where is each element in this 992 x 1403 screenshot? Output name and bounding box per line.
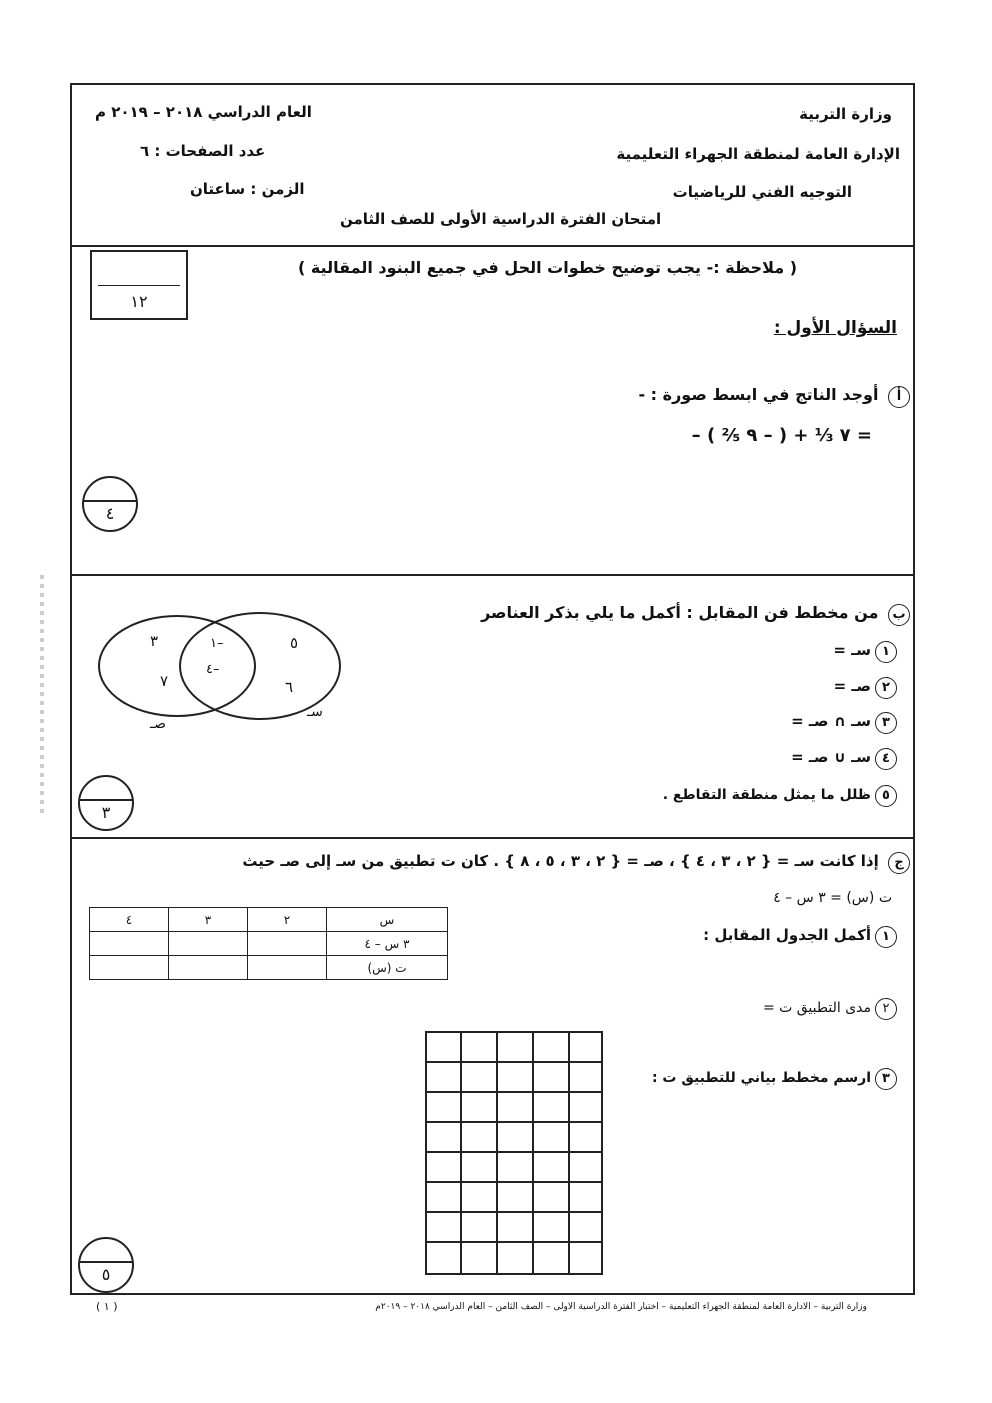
venn-diagram: [95, 605, 355, 745]
part-c-score: ٥: [101, 1265, 111, 1284]
instructions-note: ( ملاحظة :- يجب توضيح خطوات الحل في جميع البنود المقالية ): [297, 258, 797, 277]
total-score: ١٢: [130, 292, 148, 311]
supervision-name: التوجيه الفني للرياضيات: [672, 183, 852, 201]
table-cell[interactable]: [248, 932, 327, 956]
venn-intersection-elem-1: ١–: [210, 636, 224, 651]
venn-left-elem-1: ٣: [150, 632, 159, 650]
ministry-name: وزارة التربية: [799, 105, 892, 123]
table-row: [90, 908, 448, 932]
graph-grid[interactable]: [424, 1030, 606, 1278]
table-header-cell: ٣: [169, 908, 248, 932]
part-b-item-4: ٤سـ ∪ صـ =: [791, 748, 897, 770]
table-cell[interactable]: [248, 956, 327, 980]
venn-left-elem-2: ٧: [160, 672, 169, 690]
part-b-prompt: ب من مخطط فن المقابل : أكمل ما يلي بذكر العناصر: [481, 603, 910, 626]
mapping-table: [89, 907, 448, 980]
part-c-item-2: ٢مدى التطبيق ت =: [763, 998, 897, 1020]
table-cell[interactable]: [90, 932, 169, 956]
table-cell[interactable]: [90, 956, 169, 980]
venn-intersection-elem-2: ٤–: [206, 662, 220, 677]
part-b-item-5: ٥ظلل ما يمثل منطقة التقاطع .: [663, 785, 897, 807]
part-a-score: ٤: [105, 504, 115, 523]
table-row-label: ت (س): [327, 956, 448, 980]
exam-duration: الزمن : ساعتان: [190, 180, 305, 198]
part-c-item-1: ١أكمل الجدول المقابل :: [703, 926, 897, 948]
table-row: [90, 956, 448, 980]
venn-right-elem-1: ٥: [290, 634, 299, 652]
table-row-label: ٣ س – ٤: [327, 932, 448, 956]
part-b-label: ب: [888, 604, 910, 626]
part-a-expression: – ٧ ⅓ + ( – ٩ ⅖ ) =: [691, 425, 872, 446]
venn-right-elem-2: ٦: [285, 678, 294, 696]
part-c-item-3: ٣ارسم مخطط بياني للتطبيق ت :: [652, 1068, 897, 1090]
table-cell[interactable]: [169, 932, 248, 956]
part-c-rule: ت (س) = ٣ س – ٤: [773, 890, 892, 906]
footer-text: وزارة التربية – الادارة العامة لمنطقة الجهراء التعليمية – اختبار الفترة الدراسية الاولى – الصف الثامن – العام الدراسي ٢٠١٨ – ٢٠١٩م: [375, 1302, 867, 1312]
question-title: السؤال الأول :: [773, 318, 897, 338]
part-b-divider: [70, 837, 915, 839]
table-row: [90, 932, 448, 956]
venn-right-label: سـ: [307, 704, 323, 720]
table-header-cell: ٤: [90, 908, 169, 932]
part-a-prompt: أ أوجد الناتج في ابسط صورة : -: [638, 385, 910, 408]
scan-artifact: [40, 575, 44, 815]
part-a-label: أ: [888, 386, 910, 408]
part-b-score: ٣: [101, 803, 111, 822]
total-score-box: [90, 250, 188, 320]
part-c-label: ج: [888, 852, 910, 874]
part-a-score-circle: [82, 476, 138, 532]
pages-count: عدد الصفحات : ٦: [140, 142, 266, 160]
exam-title: امتحان الفترة الدراسية الأولى للصف الثامن: [340, 210, 662, 228]
table-header-cell: ٢: [248, 908, 327, 932]
part-a-divider: [70, 574, 915, 576]
part-b-item-1: ١سـ =: [833, 641, 897, 663]
part-b-item-2: ٢صـ =: [834, 677, 897, 699]
part-b-score-circle: [78, 775, 134, 831]
part-c-prompt: ج إذا كانت سـ = { ٢ ، ٣ ، ٤ } ، صـ = { ٢ ، ٣ ، ٥ ، ٨ } . كان ت تطبيق من سـ إلى صـ حيث: [242, 852, 910, 874]
venn-left-label: صـ: [150, 716, 166, 732]
part-b-item-3: ٣سـ ∩ صـ =: [791, 712, 897, 734]
academic-year: العام الدراسي ٢٠١٨ – ٢٠١٩ م: [95, 103, 312, 121]
venn-set-sad: [99, 616, 255, 716]
table-cell[interactable]: [169, 956, 248, 980]
header-divider: [70, 245, 915, 247]
page-number: ( ١ ): [96, 1300, 118, 1313]
part-c-score-circle: [78, 1237, 134, 1293]
table-header-cell: س: [327, 908, 448, 932]
directorate-name: الإدارة العامة لمنطقة الجهراء التعليمية: [616, 145, 900, 163]
